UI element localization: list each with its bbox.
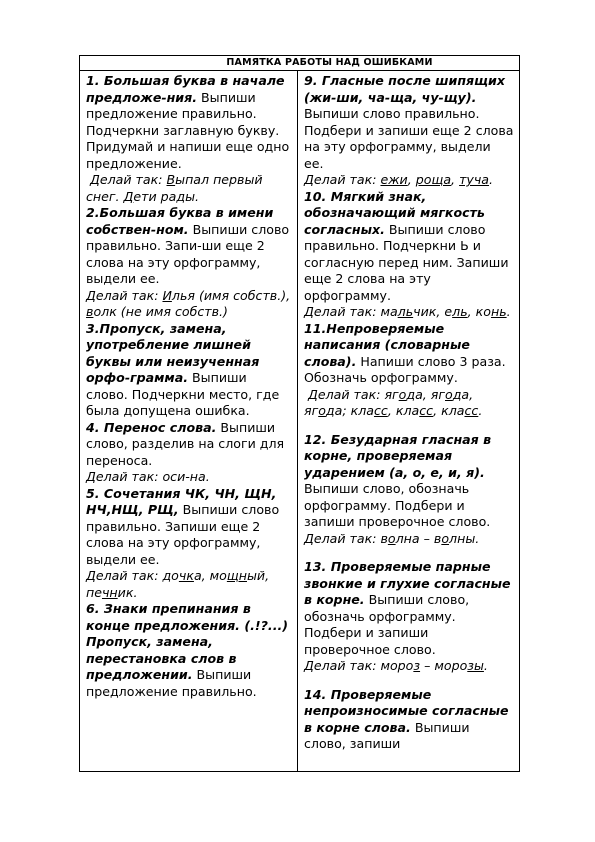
- rule-12-text: Выпиши слово, обозначь орфограмму. Подбери и запиши проверочное слово.: [304, 481, 491, 529]
- rule-13-example: Делай так: мороз – морозы.: [304, 658, 488, 673]
- rule-11-text: Напиши слово 3 раза. Обозначь орфограмму.: [304, 353, 506, 385]
- rule-1-heading: 1. Большая буква в начале предложе-ния.: [86, 73, 285, 105]
- rule-1-example: Делай так: Выпал первый снег. Дети рады.: [86, 172, 263, 204]
- rule-9-text: Выпиши слово правильно. Подбери и запиши еще 2 слова на эту орфограмму, выдели ее.: [304, 106, 514, 171]
- rule-14-heading: 14. Проверяемые непроизносимые согласные в корне слова.: [304, 686, 509, 735]
- left-column: [80, 71, 298, 772]
- rule-11-example: Делай так: ягода, ягода, ягода; класс, класс, класс.: [304, 386, 483, 418]
- rule-12-heading: 12. Безударная гласная в корне, проверяемая ударением (а, о, е, и, я).: [304, 431, 492, 480]
- rule-11: [304, 321, 514, 420]
- memo-table: [79, 55, 520, 772]
- rule-9-heading: 9. Гласные после шипящих (жи-ши, ча-ща, чу-щу).: [304, 73, 505, 105]
- rule-9-example: Делай так: ежи, роща, туча.: [304, 172, 494, 187]
- rule-10-text: Выпиши слово правильно. Подчеркни Ь и согласную перед ним. Запиши еще 2 слова на эту орфограмму.: [304, 221, 509, 303]
- rule-5: [86, 486, 292, 602]
- rule-5-text: Выпиши слово правильно. Запиши еще 2 слова на эту орфограмму, выдели ее.: [86, 502, 280, 567]
- rule-14-text: Выпиши слово, запиши: [304, 719, 470, 751]
- rule-2-text: Выпиши слово правильно. Запи-ши еще 2 слова на эту орфограмму, выдели ее.: [86, 221, 290, 286]
- rule-14: [304, 687, 514, 753]
- rule-4-heading: 4. Перенос слова.: [86, 419, 217, 435]
- rule-3-text: Выпиши слово. Подчеркни место, где была допущена ошибка.: [86, 370, 280, 418]
- rule-2-example: Делай так: Илья (имя собств.), волк (не имя собств.): [86, 287, 291, 319]
- rule-13: [304, 559, 514, 675]
- rule-5-example: Делай так: дочка, мощный, печник.: [86, 568, 270, 600]
- rule-1-text: Выпиши предложение правильно. Подчеркни заглавную букву. Придумай и напиши еще одно предложение.: [86, 89, 290, 171]
- rule-3: [86, 321, 292, 420]
- rule-12-example: Делай так: волна – волны.: [304, 530, 480, 546]
- rule-6: [86, 601, 292, 700]
- table-title: ПАМЯТКА РАБОТЫ НАД ОШИБКАМИ: [80, 56, 519, 71]
- rule-4-text: Выпиши слово, разделив на слоги для переноса.: [86, 419, 285, 468]
- rule-2-heading: 2.Большая буква в имени собствен-ном.: [86, 205, 274, 237]
- rule-6-heading: 6. Знаки препинания в конце предложения. (.!?...) Пропуск, замена, перестановка слов в предложении.: [86, 601, 289, 682]
- rule-6-text: Выпиши предложение правильно.: [86, 667, 257, 699]
- rule-9: [304, 73, 514, 189]
- rule-13-text: Выпиши слово, обозначь орфограмму. Подбери и запиши проверочное слово.: [304, 592, 470, 657]
- rule-10-heading: 10. Мягкий знак, обозначающий мягкость согласных.: [304, 188, 485, 237]
- rule-11-heading: 11.Непроверяемые написания (словарные слова).: [304, 320, 470, 369]
- rule-5-heading: 5. Сочетания ЧК, ЧН, ЩН, НЧ,НЩ, РЩ,: [86, 485, 277, 517]
- right-column: [298, 71, 519, 772]
- rule-10-example: Делай так: мальчик, ель, конь.: [304, 304, 511, 319]
- rule-2: [86, 205, 292, 321]
- rule-13-heading: 13. Проверяемые парные звонкие и глухие согласные в корне.: [304, 559, 511, 607]
- rule-4-example: Делай так: оси-на.: [86, 469, 210, 484]
- rule-12: [304, 432, 514, 548]
- rule-1: [86, 73, 292, 205]
- rule-10: [304, 189, 514, 321]
- rule-4: [86, 420, 292, 486]
- rule-3-heading: 3.Пропуск, замена, употребление лишней буквы или неизученная орфо-грамма.: [86, 320, 260, 385]
